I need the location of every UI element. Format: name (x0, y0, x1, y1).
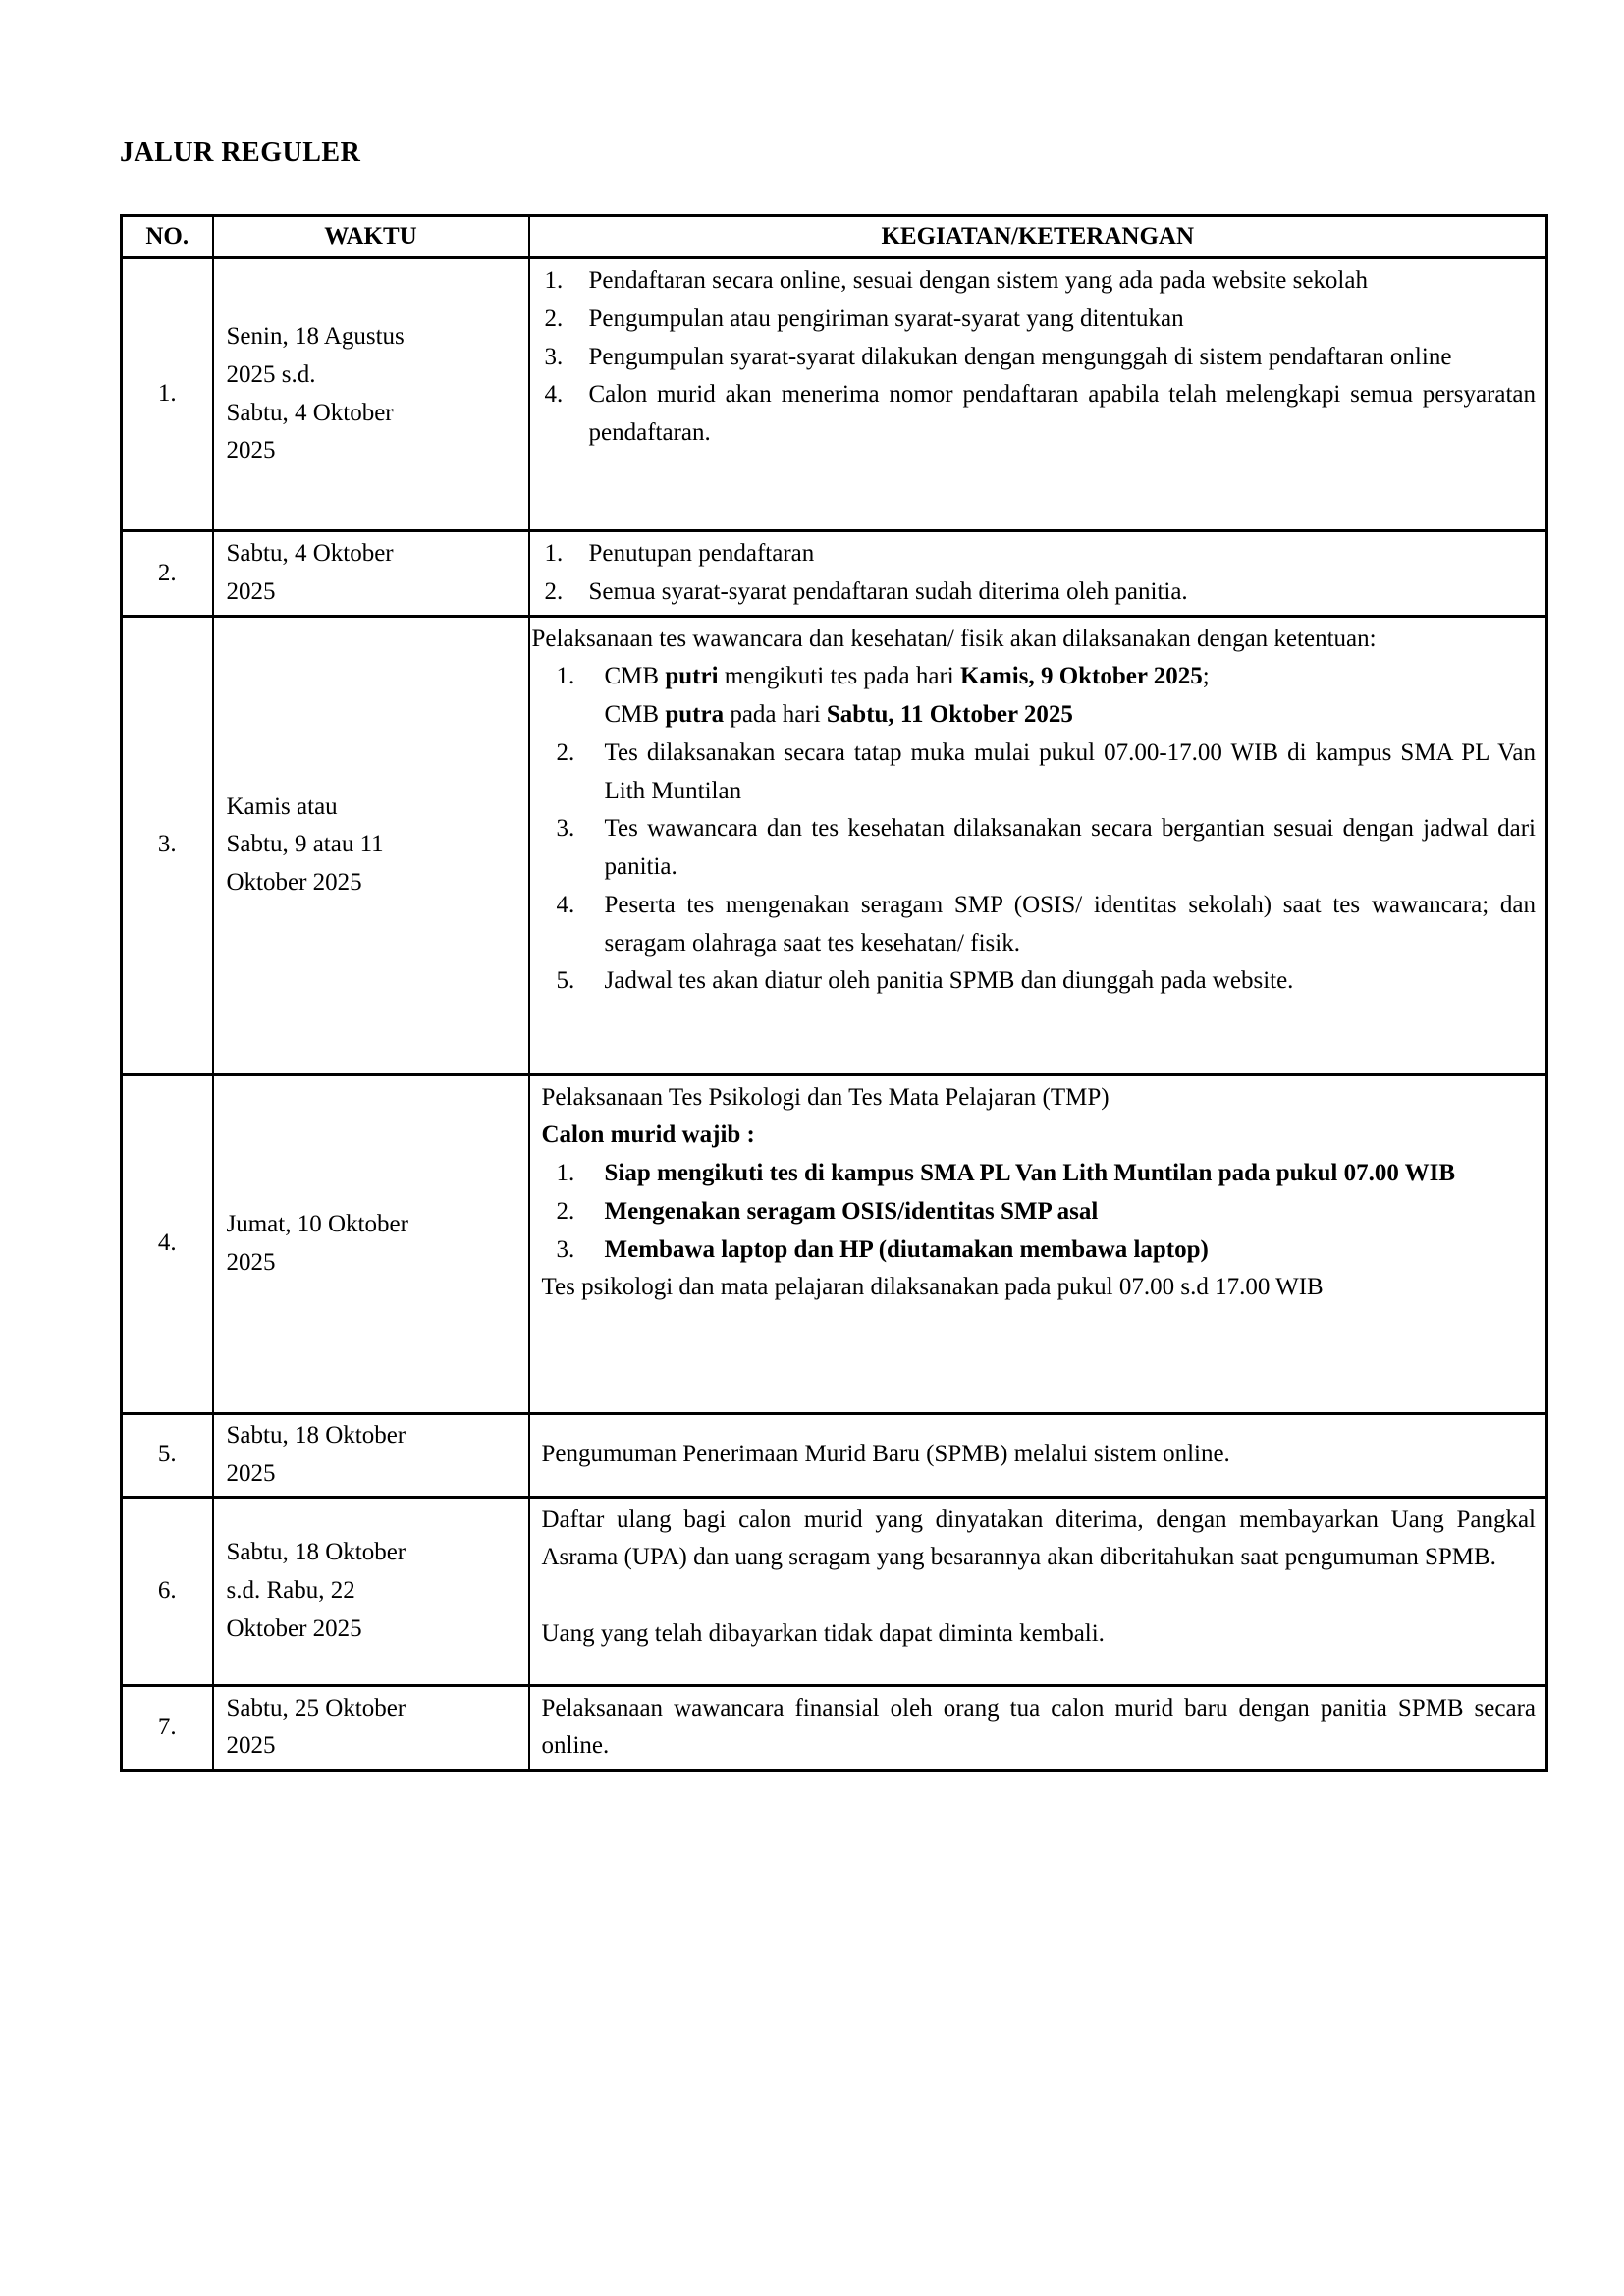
waktu-line: 2025 (226, 1459, 276, 1487)
kegiatan-cell (529, 531, 1547, 617)
text-run: Semua syarat-syarat pendaftaran sudah diterima oleh panitia. (588, 577, 1188, 605)
table-row (122, 1413, 1547, 1497)
kegiatan-paragraph (542, 1436, 1537, 1474)
kegiatan-numbered-list (542, 262, 1537, 453)
text-run: pada hari (724, 701, 827, 729)
waktu-line: Sabtu, 4 Oktober (226, 540, 394, 568)
list-item-number: 3. (544, 343, 564, 370)
waktu-cell (213, 1497, 529, 1685)
kegiatan-numbered-list (542, 535, 1537, 612)
text-run: Pengumpulan syarat-syarat dilakukan dengan mengunggah di sistem pendaftaran online (588, 343, 1452, 370)
text-run: Uang yang telah dibayarkan tidak dapat diminta kembali. (541, 1620, 1105, 1648)
waktu-line: 2025 (226, 1732, 276, 1760)
text-run: Calon murid akan menerima nomor pendaftaran apabila telah melengkapi semua persyaratan pendaftaran. (588, 381, 1536, 447)
text-run: Pelaksanaan wawancara finansial oleh orang tua calon murid baru dengan panitia SPMB secara online. (541, 1694, 1536, 1760)
list-item-number: 3. (556, 1235, 575, 1263)
waktu-cell (213, 258, 529, 531)
list-item-text (589, 535, 1537, 574)
row-number-cell: 4. (122, 1074, 213, 1413)
list-item-number: 2. (556, 1197, 575, 1225)
row-number-cell: 5. (122, 1413, 213, 1497)
kegiatan-paragraph (542, 1690, 1537, 1767)
kegiatan-cell (529, 1413, 1547, 1497)
list-item (542, 658, 1537, 735)
waktu-line: 2025 (226, 1248, 276, 1276)
list-item-number: 1. (556, 663, 575, 690)
waktu-line: Senin, 18 Agustus (226, 323, 405, 351)
col-header-no: NO. (122, 216, 213, 258)
list-item-text (605, 1231, 1537, 1270)
text-run: Peserta tes mengenakan seragam SMP (OSIS/ identitas sekolah) saat tes wawancara; dan seragam olahraga saat tes kesehatan/ fisik. (604, 891, 1536, 957)
list-item-number: 1. (544, 267, 564, 295)
list-item (542, 376, 1537, 453)
row-number-cell: 7. (122, 1685, 213, 1771)
waktu-line: 2025 (226, 437, 276, 465)
list-item-text (605, 887, 1537, 963)
text-run: Penutupan pendaftaran (588, 540, 815, 568)
list-item-text (589, 262, 1537, 301)
waktu-cell (213, 1685, 529, 1771)
kegiatan-paragraph (542, 1269, 1537, 1307)
list-item (542, 535, 1537, 574)
kegiatan-paragraph (542, 1502, 1537, 1578)
waktu-cell (213, 616, 529, 1074)
waktu-line: Sabtu, 9 atau 11 (226, 831, 384, 858)
table-row (122, 616, 1547, 1074)
table-row (122, 1074, 1547, 1413)
row-number-cell: 1. (122, 258, 213, 531)
table-row (122, 1497, 1547, 1685)
row-number-cell: 3. (122, 616, 213, 1074)
bold-text-run: Siap mengikuti tes di kampus SMA PL Van Lith Muntilan pada pukul 07.00 WIB (604, 1160, 1456, 1187)
bold-text-run: Membawa laptop dan HP (diutamakan membawa laptop) (604, 1235, 1209, 1263)
waktu-line: 2025 (226, 577, 276, 605)
list-item (542, 735, 1537, 811)
header-row (122, 216, 1547, 258)
waktu-line: Sabtu, 4 Oktober (226, 399, 394, 426)
kegiatan-numbered-list (542, 1155, 1537, 1269)
text-run: Pengumpulan atau pengiriman syarat-syarat yang ditentukan (588, 304, 1184, 332)
text-run: Tes wawancara dan tes kesehatan dilaksanakan secara bergantian sesuai dengan jadwal dari panitia. (604, 815, 1536, 881)
table-row (122, 1685, 1547, 1771)
bold-text-run: putri (665, 663, 719, 690)
kegiatan-paragraph (532, 621, 1537, 659)
row-number-cell: 6. (122, 1497, 213, 1685)
kegiatan-paragraph (542, 1117, 1537, 1155)
kegiatan-cell (529, 1685, 1547, 1771)
list-item-text (605, 735, 1537, 811)
col-header-kegiatan: KEGIATAN/KETERANGAN (529, 216, 1547, 258)
table-row (122, 258, 1547, 531)
kegiatan-paragraph (542, 1615, 1537, 1654)
list-item-text (605, 1155, 1537, 1193)
kegiatan-cell (529, 616, 1547, 1074)
list-item-text (589, 301, 1537, 339)
bold-text-run: Calon murid wajib : (541, 1121, 755, 1149)
list-item-number: 4. (556, 891, 575, 918)
waktu-line: Oktober 2025 (226, 869, 362, 897)
list-item (542, 301, 1537, 339)
text-run: Pelaksanaan Tes Psikologi dan Tes Mata Pelajaran (TMP) (541, 1083, 1110, 1111)
waktu-line: Sabtu, 18 Oktober (226, 1421, 406, 1449)
kegiatan-paragraph (542, 1079, 1537, 1118)
list-item (542, 810, 1537, 887)
kegiatan-numbered-list (542, 658, 1537, 1001)
text-run: CMB (604, 701, 666, 729)
waktu-line: 2025 s.d. (226, 360, 316, 388)
list-item-number: 1. (544, 540, 564, 568)
text-run: Jadwal tes akan diatur oleh panitia SPMB dan diunggah pada website. (604, 967, 1294, 995)
waktu-line: Jumat, 10 Oktober (226, 1210, 408, 1237)
list-item-number: 3. (556, 815, 575, 843)
list-item (542, 962, 1537, 1001)
waktu-line: Kamis atau (226, 793, 338, 820)
list-item-number: 5. (556, 967, 575, 995)
list-item-number: 2. (544, 304, 564, 332)
waktu-line: Oktober 2025 (226, 1614, 362, 1642)
bold-text-run: putra (665, 701, 725, 729)
schedule-table-header (122, 216, 1547, 258)
list-item-text (605, 1193, 1537, 1231)
list-item-number: 2. (544, 577, 564, 605)
bold-text-run: Mengenakan seragam OSIS/identitas SMP asal (604, 1197, 1099, 1225)
text-run: Tes psikologi dan mata pelajaran dilaksanakan pada pukul 07.00 s.d 17.00 WIB (541, 1274, 1324, 1301)
kegiatan-cell (529, 1497, 1547, 1685)
waktu-cell (213, 1074, 529, 1413)
row-number-cell: 2. (122, 531, 213, 617)
list-item (542, 1155, 1537, 1193)
list-item (542, 1231, 1537, 1270)
paragraph-spacer (542, 1577, 1537, 1615)
text-run: Pelaksanaan tes wawancara dan kesehatan/ fisik akan dilaksanakan dengan ketentuan: (531, 625, 1377, 652)
waktu-cell (213, 1413, 529, 1497)
list-item (542, 887, 1537, 963)
list-item-text (605, 810, 1537, 887)
list-item-number: 2. (556, 738, 575, 766)
text-run: Pendaftaran secara online, sesuai dengan sistem yang ada pada website sekolah (588, 267, 1368, 295)
waktu-line: s.d. Rabu, 22 (226, 1576, 355, 1604)
waktu-line: Sabtu, 18 Oktober (226, 1539, 406, 1566)
schedule-table-body (122, 258, 1547, 1771)
list-item-number: 1. (556, 1160, 575, 1187)
waktu-cell (213, 531, 529, 617)
col-header-waktu: WAKTU (213, 216, 529, 258)
list-item (542, 574, 1537, 612)
kegiatan-cell (529, 258, 1547, 531)
text-run: Daftar ulang bagi calon murid yang dinyatakan diterima, dengan membayarkan Uang Pangkal Asrama (UPA) dan uang seragam yang besarannya akan diberitahukan saat pengumuman SPMB. (541, 1505, 1536, 1571)
list-item-text (589, 339, 1537, 377)
list-item (542, 262, 1537, 301)
bold-text-run: Sabtu, 11 Oktober 2025 (826, 701, 1073, 729)
text-run: Pengumuman Penerimaan Murid Baru (SPMB) melalui sistem online. (541, 1441, 1230, 1468)
schedule-table (120, 214, 1548, 1772)
text-run: ; (1202, 663, 1210, 690)
text-run: mengikuti tes pada hari (718, 663, 960, 690)
bold-text-run: Kamis, 9 Oktober 2025 (960, 663, 1203, 690)
list-item (542, 339, 1537, 377)
list-item-text (589, 376, 1537, 453)
text-run: CMB (604, 663, 666, 690)
page-title: JALUR REGULER (120, 137, 361, 168)
table-row (122, 531, 1547, 617)
list-item-text (589, 574, 1537, 612)
list-item-text (605, 962, 1537, 1001)
list-item-text (605, 658, 1537, 735)
text-run: Tes dilaksanakan secara tatap muka mulai pukul 07.00-17.00 WIB di kampus SMA PL Van Lith Muntilan (604, 738, 1536, 804)
list-item-number: 4. (544, 381, 564, 409)
waktu-line: Sabtu, 25 Oktober (226, 1694, 406, 1722)
kegiatan-cell (529, 1074, 1547, 1413)
list-item (542, 1193, 1537, 1231)
